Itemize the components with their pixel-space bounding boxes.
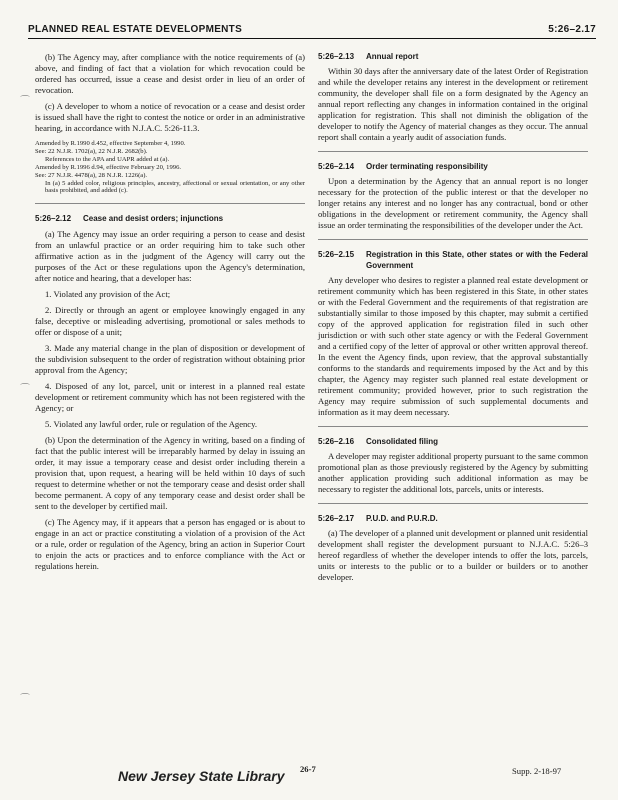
section-title: Registration in this State, other states or with the Federal Government bbox=[366, 250, 588, 270]
divider bbox=[318, 151, 588, 152]
amendment-line: See: 27 N.J.R. 4478(a), 28 N.J.R. 1226(a). bbox=[35, 171, 148, 179]
right-column bbox=[318, 52, 588, 588]
section-heading bbox=[318, 514, 588, 524]
amendment-line: Amended by R.1996 d.94, effective February 20, 1996. bbox=[35, 163, 182, 171]
divider bbox=[35, 203, 305, 204]
list-item: 1. Violated any provision of the Act; bbox=[45, 288, 171, 299]
paragraph: Any developer who desires to register a planned real estate development or retirement community which has been registered in this State, in other states or with the Federal Government and the requirements of that registration are substantially similar to those imposed by this chapter, may submit a certified copy of the approved application for registration filed in such other jurisdiction or with such other state agency or with the Federal Government and a certified copy of the letter of approval or other written approval thereof. In the event the Agency finds, upon review, that the approval substantially conforms to the standards and requirements imposed by the Act and by this chapter, the Agency may register such planned real estate development or retirement community; provided however, prior to such registration the Agency may require submission of such supplemental documents and information as it may deem necessary. bbox=[318, 274, 588, 417]
paragraph: (c) The Agency may, if it appears that a person has engaged or is about to engage in an act or practice constituting a violation of a provision of the Act or a rule, order or regulation of the Agency, bring an action in Superior Court to enjoin the acts or practices and to enforce compliance with the Act or regulations herein. bbox=[35, 516, 305, 571]
paragraph: (b) Upon the determination of the Agency in writing, based on a finding of fact that the public interest will be irreparably harmed by delay in issuing an order, it may issue a temporary cease and desist order including therein a provision that, upon request, a hearing will be held within 10 days of such request to determine whether or not the temporary cease and desist order shall become permanent. A copy of any temporary cease and desist order shall be sent to the developer by certified mail. bbox=[35, 434, 305, 511]
section-number: 5:26–2.16 bbox=[318, 436, 355, 446]
divider bbox=[318, 426, 588, 427]
header-title: PLANNED REAL ESTATE DEVELOPMENTS bbox=[28, 24, 243, 35]
amendment-line: In (a) 5 added color, religious principles, ancestry, affectional or sexual orientation, or any other basis prohibited, and added (c). bbox=[45, 179, 305, 195]
section-heading bbox=[318, 52, 588, 62]
section-heading bbox=[318, 162, 588, 172]
paragraph: (c) A developer to whom a notice of revocation or a cease and desist order is issued shall have the right to contest the notice or order in an administrative hearing, in accordance with N.J.A.C. 5:26-11.3. bbox=[35, 101, 305, 133]
section-heading bbox=[35, 214, 305, 224]
list-item: 3. Made any material change in the plan of disposition or development of the subdivision subsequent to the order of registration without obtaining prior approval from the Agency; bbox=[35, 342, 305, 375]
punch-hole-mark: ⌒ bbox=[20, 694, 30, 705]
divider bbox=[318, 503, 588, 504]
amendment-line: Amended by R.1990 d.452, effective September 4, 1990. bbox=[35, 140, 186, 147]
section-number: 5:26–2.17 bbox=[318, 514, 355, 524]
list-item: 2. Directly or through an agent or employee knowingly engaged in any false, deceptive or misleading advertising, promotional or sales methods to offer or dispose of a unit; bbox=[35, 304, 305, 337]
section-number: 5:26–2.12 bbox=[35, 214, 72, 224]
paragraph: (b) The Agency may, after compliance with the notice requirements of (a) above, and finding of fact that a violation for which revocation could be ordered has occurred, issue a cease and desist order in lieu of an order of revocation. bbox=[35, 52, 305, 95]
paragraph: (a) The Agency may issue an order requiring a person to cease and desist from an unlawful practice or an order requiring him to take such other affirmative action as in the judgment of the Agency will carry out the purposes of the Act or these regulations upon the Agency's determination, after notice and hearing, that a developer has: bbox=[35, 228, 305, 283]
section-number: 5:26–2.15 bbox=[318, 250, 355, 260]
library-stamp: New Jersey State Library bbox=[118, 768, 285, 784]
page-footer bbox=[0, 762, 618, 792]
paragraph: (a) The developer of a planned unit development or planned unit residential development shall register the development pursuant to N.J.A.C. 5:26–3 hereof regardless of whether the developer intends to offer the lots, parcels, units or interests to the public or to a builder or builders or to another developer. bbox=[318, 528, 588, 583]
paragraph: Within 30 days after the anniversary date of the latest Order of Registration and while the developer retains any interest in the development or retirement community, the developer shall file on a form designated by the Agency an annual report reflecting any changes in information contained in the original application for registration. This shall not diminish the obligation of the developer to notify the Agency of material changes as they occur. The annual report shall contain a yearly audit of association funds. bbox=[318, 66, 588, 143]
list-item: 5. Violated any lawful order, rule or regulation of the Agency. bbox=[45, 418, 258, 429]
paragraph: A developer may register additional property pursuant to the same common promotional plan as those previously registered by the Agency by submitting another application providing such additional information as may be necessary to register the additional lots, parcels, units or interests. bbox=[318, 451, 588, 495]
section-heading bbox=[318, 250, 588, 270]
punch-hole-mark: ⌒ bbox=[20, 384, 30, 395]
section-number: 5:26–2.13 bbox=[318, 52, 355, 61]
punch-hole-mark: ⌒ bbox=[20, 96, 30, 107]
section-title: Order terminating responsibility bbox=[366, 162, 488, 172]
amendment-notes bbox=[35, 140, 305, 195]
section-heading bbox=[318, 437, 588, 447]
amendment-line: References to the APA and UAPR added at (a). bbox=[45, 155, 170, 163]
header-section-number: 5:26–2.17 bbox=[548, 24, 596, 35]
list-item: 4. Disposed of any lot, parcel, unit or interest in a planned real estate development or retirement community which has not been registered with the Agency; or bbox=[35, 380, 305, 413]
divider bbox=[318, 239, 588, 240]
paragraph: Upon a determination by the Agency that an annual report is no longer necessary for the protection of the public interest or that the developer no longer retains any interest and no longer has any contractual, bond or other obligations in the development or retirement community, the Agency shall issue an order terminating the responsibilities of the developer under the Act. bbox=[318, 176, 588, 231]
amendment-line: See: 22 N.J.R. 1702(a), 22 N.J.R. 2682(b). bbox=[35, 147, 148, 155]
section-title: Annual report bbox=[366, 52, 419, 61]
section-number: 5:26–2.14 bbox=[318, 162, 355, 172]
section-title: Cease and desist orders; injunctions bbox=[83, 214, 224, 224]
section-title: P.U.D. and P.U.R.D. bbox=[366, 514, 438, 524]
section-title: Consolidated filing bbox=[366, 436, 438, 446]
supplement-date: Supp. 2-18-97 bbox=[512, 766, 562, 776]
left-column bbox=[35, 52, 305, 577]
running-header bbox=[28, 22, 596, 39]
page-number: 26-7 bbox=[300, 764, 316, 774]
